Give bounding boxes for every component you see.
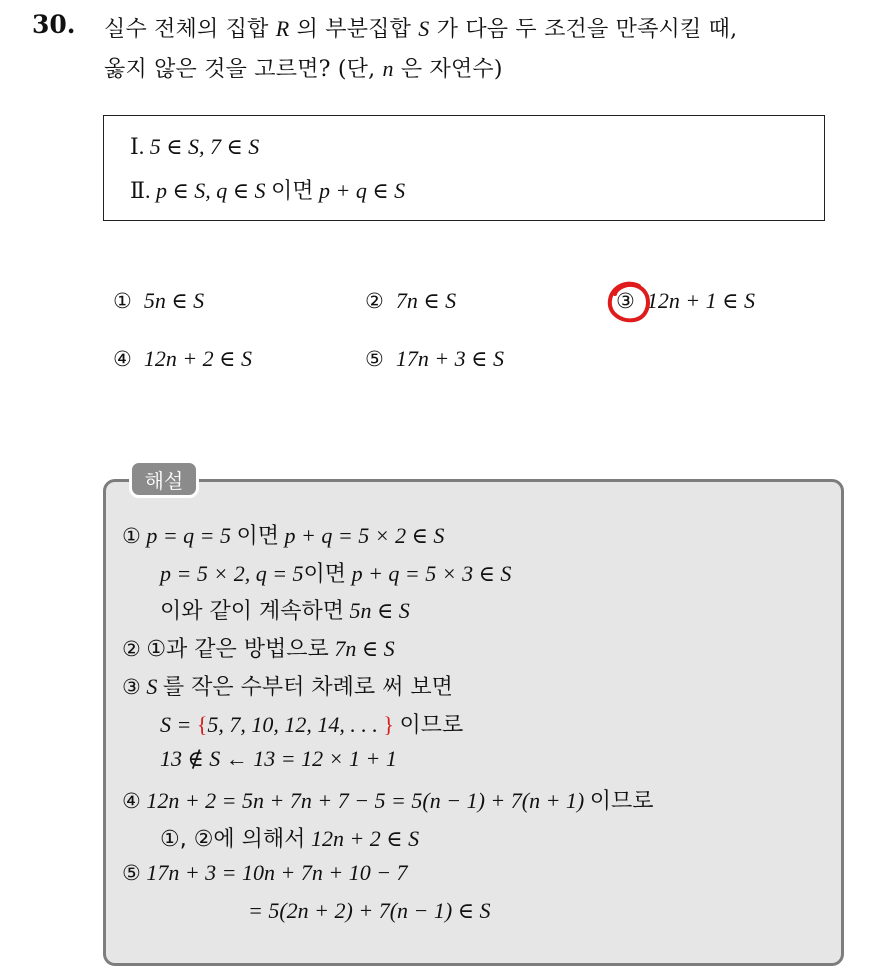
solution-line-2: p = 5 × 2, q = 5이면 p + q = 5 × 3 ∈ S [160, 561, 512, 587]
choice-2[interactable]: ② 7n ∈ S [365, 288, 457, 313]
solution-line-5: ③ S 를 작은 수부터 차례로 써 보면 [122, 674, 453, 700]
set-brace-open: { [196, 712, 208, 737]
solution-line-10: ⑤ 17n + 3 = 10n + 7n + 10 − 7 [122, 860, 408, 885]
solution-line-1: ① p = q = 5 이면 p + q = 5 × 2 ∈ S [122, 523, 445, 549]
solution-line-8: ④ 12n + 2 = 5n + 7n + 7 − 5 = 5(n − 1) + 7(n + 1) 이므로 [122, 788, 654, 814]
question-text-line2: 옳지 않은 것을 고르면? (단, n 은 자연수) [104, 56, 503, 82]
solution-line-6: S = {5, 7, 10, 12, 14, . . . } 이므로 [160, 712, 464, 738]
choice-1[interactable]: ① 5n ∈ S [113, 288, 205, 313]
set-brace-close: } [383, 712, 394, 737]
solution-line-7: 13 ∉ S ← 13 = 12 × 1 + 1 [160, 746, 397, 771]
question-number: 30. [32, 10, 76, 39]
solution-line-9: ①, ②에 의해서 12n + 2 ∈ S [160, 826, 420, 852]
solution-line-11: = 5(2n + 2) + 7(n − 1) ∈ S [248, 898, 491, 923]
choice-3[interactable]: ③ 12n + 1 ∈ S [616, 288, 755, 313]
solution-line-3: 이와 같이 계속하면 5n ∈ S [160, 598, 410, 624]
solution-line-4: ② ①과 같은 방법으로 7n ∈ S [122, 636, 395, 662]
choice-4[interactable]: ④ 12n + 2 ∈ S [113, 346, 252, 371]
answer-circle-icon [606, 280, 652, 324]
solution-tag: 해설 [129, 460, 199, 498]
conditions-box [103, 115, 825, 221]
condition-1: Ⅰ. 5 ∈ S, 7 ∈ S [130, 134, 260, 159]
question-text-line1: 실수 전체의 집합 R 의 부분집합 S 가 다음 두 조건을 만족시킬 때, [104, 16, 738, 42]
condition-2: Ⅱ. p ∈ S, q ∈ S 이면 p + q ∈ S [130, 178, 406, 204]
choice-5[interactable]: ⑤ 17n + 3 ∈ S [365, 346, 504, 371]
